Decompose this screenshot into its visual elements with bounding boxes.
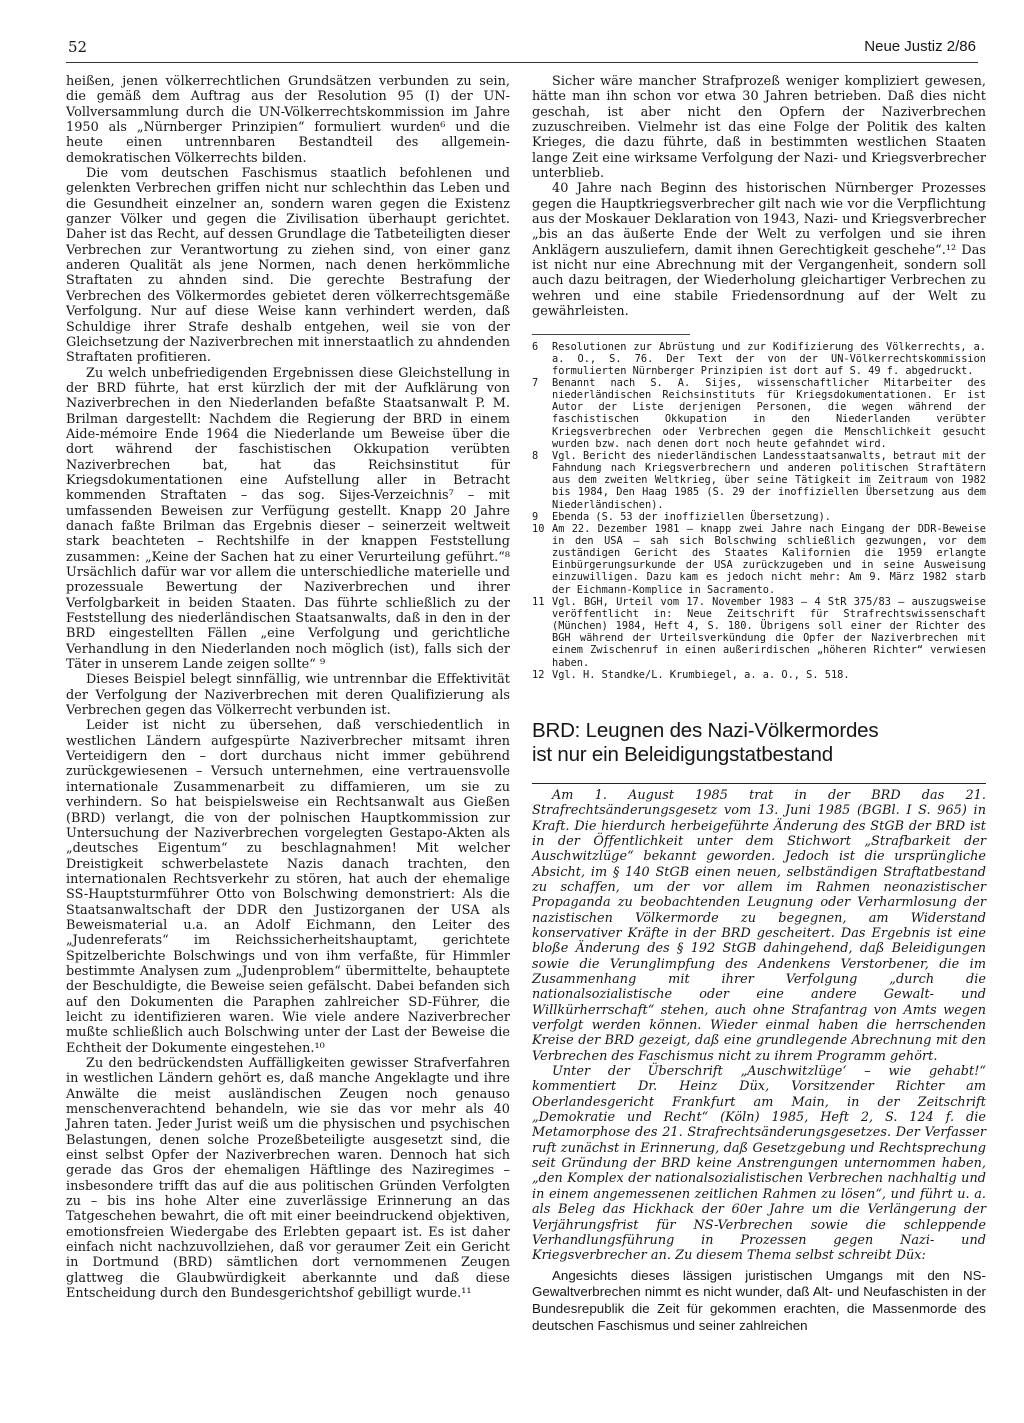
body-paragraph: Zu den bedrückendsten Auffälligkeiten gewisser Strafverfahren in westlichen Ländern gehört es, daß manche Angeklagte und ihre Anwälte die meist ausländischen Zeugen noch genauso menschenverachtend behandeln, wie sie das vor mehr als 40 Jahren taten. Jeder Jurist weiß um die physischen und psychischen Belastungen, denen solche Prozeßbeteiligte ausgesetzt sind, die einst selbst Opfer der Naziverbrechen waren. Dennoch hat sich gerade das Gros der ehemaligen Häftlinge des Naziregimes – insbesondere trifft das auf die aus politischen Gründen Verfolgten zu – bis ins hohe Alter eine zuverlässige Erinnerung an das Tatgeschehen bewahrt, die oft mit einer beeindruckend objektiven, emotionsfreien Wiedergabe des Erlebten gepaart ist. Es ist daher einfach nicht nachzuvollziehen, daß vor geraumer Zeit ein Gericht in Dortmund (BRD) sämtlichen dort vernommenen Zeugen glattweg die Glaubwürdigkeit aberkannte und daß diese Entscheidung durch den Bundesgerichtshof gebilligt wurde.¹¹	[66, 1056, 510, 1302]
footnote-number: 6	[532, 340, 539, 353]
body-paragraph: Sicher wäre mancher Strafprozeß weniger kompliziert gewesen, hätte man ihn schon vor etwa 30 Jahren betrieben. Daß dies nicht geschah, ist aber nicht den Opfern der Naziverbrechen zuzuschreiben. Vielmehr ist das eine Folge der Politik des kalten Krieges, die dazu führte, daß in bestimmten westlichen Staaten lange Zeit eine wirksame Verfolgung der Nazi- und Kriegsverbrecher unterblieb.	[532, 74, 986, 182]
footnote-text: Am 22. Dezember 1981 – knapp zwei Jahre nach Eingang der DDR-Beweise in den USA – sah sich Bolschwing schließlich gezwungen, vor dem zuständigen Gericht des Staates Kalifornien die 1959 erlangte Einbürgerungsurkunde der USA zurückzugeben und in seine Ausweisung einzuwilligen. Dazu kam es jedoch nicht mehr: Am 9. März 1982 starb der Eichmann-Komplice in Sacramento.	[552, 522, 986, 596]
left-column	[66, 74, 510, 1302]
footnote-number: 9	[532, 510, 539, 523]
header-rule	[66, 62, 978, 63]
footnote-text: Resolutionen zur Abrüstung und zur Kodifizierung des Völkerrechts, a. a. O., S. 76. Der Text der von der UN-Völkerrechtskommission formulierten Nürnberger Prinzipien ist dort auf S. 49 f. abgedruckt.	[552, 340, 986, 377]
quote	[532, 1268, 986, 1335]
footnote-rule	[532, 334, 690, 335]
body-paragraph: Dieses Beispiel belegt sinnfällig, wie untrennbar die Effektivität der Verfolgung der Naziverbrechen mit deren Qualifizierung als Verbrechen gegen das Völkerrecht verbunden ist.	[66, 672, 510, 719]
footnote	[532, 450, 986, 511]
lead-paragraph: Am 1. August 1985 trat in der BRD das 21. Strafrechtsänderungsgesetz vom 13. Juni 1985 (BGBl. I S. 965) in Kraft. Die hierdurch herbeigeführte Änderung des StGB der BRD ist in der Öffentlichkeit unter dem Stichwort „Strafbarkeit der Auschwitzlüge“ bekannt geworden. Jedoch ist die ursprüngliche Absicht, im § 140 StGB einen neuen, selbständigen Straftatbestand zu schaffen, um der vor allem im Rahmen neonazistischer Propaganda zu beobachtenden Leugnung oder Verharmlosung der nazistischen Völkermorde zu begegnen, am Widerstand konservativer Kräfte in der BRD gescheitert. Das Ergebnis ist eine bloße Änderung des § 192 StGB dahingehend, daß Beleidigungen sowie die Verunglimpfung des Andenkens Verstorbener, die im Zusammenhang mit ihrer Verfolgung „durch die nationalsozialistische oder eine andere Gewalt- und Willkürherrschaft“ stehen, auch ohne Strafantrag von Amts wegen verfolgt werden können. Wieder einmal haben die herrschenden Kreise der BRD gezeigt, daß eine grundlegende Abrechnung mit den Verbrechen des Faschismus nicht zu ihrem Programm gehört.	[532, 787, 986, 1064]
footnote	[532, 669, 986, 681]
footnote-number: 10	[532, 522, 545, 535]
footnote-text: Ebenda (S. 53 der inoffiziellen Übersetzung).	[552, 510, 831, 523]
footnotes	[532, 341, 986, 681]
footnote-text: Vgl. BGH, Urteil vom 17. November 1983 – 4 StR 375/83 – auszugsweise veröffentlicht in: Neue Zeitschrift für Strafrechtswissenschaft (München) 1984, Heft 4, S. 180. Übrigens soll einer der Richter des BGH während der Urteilsverkündung die Opfer der Naziverbrechen mit einem Zwischenruf in einen außerirdischen „höheren Richter“ verwiesen haben.	[552, 595, 986, 669]
page-number: 52	[68, 38, 88, 56]
footnote-text: Vgl. H. Standke/L. Krumbiegel, a. a. O., S. 518.	[552, 668, 850, 681]
body-paragraph: Die vom deutschen Faschismus staatlich befohlenen und gelenkten Verbrechen griffen nicht nur schlechthin das Leben und die Gesundheit einzelner an, sondern waren gegen die Existenz ganzer Völker und gegen die Zivilisation überhaupt gerichtet. Daher ist das Recht, auf dessen Grundlage die Tatbeteiligten dieser Verbrechen zur Verantwortung zu ziehen sind, von einer ganz anderen Qualität als jene Normen, nach denen herkömmliche Straftaten zu ahnden sind. Die gerechte Bestrafung der Verbrechen des Völkermordes gebietet deren völkerrechtsgemäße Verfolgung. Nur auf diese Weise kann verhindert werden, daß Schuldige ihrer Strafe deshalb entgehen, weil sie von der Gleichsetzung der Naziverbrechen mit innerstaatlich zu ahndenden Straftaten profitieren.	[66, 166, 510, 366]
lead-paragraph: Unter der Überschrift „Auschwitzlüge‘ – wie gehabt!“ kommentiert Dr. Heinz Düx, Vorsitzender Richter am Oberlandesgericht Frankfurt am Main, in der Zeitschrift „Demokratie und Recht“ (Köln) 1985, Heft 2, S. 124 f. die Metamorphose des 21. Strafrechtsänderungsgesetzes. Der Verfasser ruft zunächst in Erinnerung, daß Gesetzgebung und Rechtsprechung seit Gründung der BRD keine Anstrengungen unternommen haben, „den Komplex der nationalsozialistischen Verbrechen nachhaltig und in einem angemessenen zeitlichen Rahmen zu lösen“, und führt u. a. als Beleg das Hickhack der 60er Jahre um die Verlängerung der Verjährungsfrist für NS-Verbrechen sowie die schleppende Verhandlungsführung in Prozessen gegen Nazi- und Kriegsverbrecher an. Zu diesem Thema selbst schreibt Düx:	[532, 1064, 986, 1264]
body-paragraph: heißen, jenen völkerrechtlichen Grundsätzen verbunden zu sein, die gemäß dem Auftrag aus der Resolution 95 (I) der UN-Vollversammlung durch die UN-Völkerrechtskommission im Jahre 1950 als „Nürnberger Prinzipien“ formuliert wurden⁶ und die heute einen untrennbaren Bestandteil des allgemein-demokratischen Völkerrechts bilden.	[66, 74, 510, 166]
body-paragraph: 40 Jahre nach Beginn des historischen Nürnberger Prozesses gegen die Hauptkriegsverbrecher gilt nach wie vor die Verpflichtung aus der Moskauer Deklaration von 1943, Nazi- und Kriegsverbrecher „bis an das äußerte Ende der Welt zu verfolgen und sie ihren Anklägern auszuliefern, damit ihnen Gerechtigkeit geschehe“.¹² Das ist nicht nur eine Abrechnung mit der Vergangenheit, sondern soll auch dazu beitragen, der Wiederholung gleichartiger Verbrechen zu wehren und eine stabile Friedensordnung auf der Welt zu gewährleisten.	[532, 181, 986, 320]
footnote	[532, 511, 986, 523]
section-title	[532, 719, 986, 767]
footnote	[532, 523, 986, 596]
section-title-line: BRD: Leugnen des Nazi-Völkermordes	[532, 718, 879, 742]
quote-paragraph: Angesichts dieses lässigen juristischen Umgangs mit den NS-Gewaltverbrechen nimmt es nicht wunder, daß Alt- und Neufaschisten in der Bundesrepublik die Zeit für gekommen erachten, die Massenmorde des deutschen Faschismus und seiner zahlreichen	[532, 1267, 986, 1333]
footnote-number: 7	[532, 376, 539, 389]
section-title-line: ist nur ein Beleidigungstatbestand	[532, 742, 833, 766]
footnote-text: Vgl. Bericht des niederländischen Landesstaatsanwalts, betraut mit der Fahndung nach Kriegsverbrechern und anderen politischen Straftätern aus dem zweiten Weltkrieg, über seine Tätigkeit im Zeitraum von 1982 bis 1984, Den Haag 1985 (S. 29 der inoffiziellen Übersetzung aus dem Niederländischen).	[552, 449, 986, 511]
body-paragraph: Zu welch unbefriedigenden Ergebnissen diese Gleichstellung in der BRD führte, hat erst kürzlich der mit der Aufklärung von Naziverbrechen in den Niederlanden befaßte Staatsanwalt P. M. Brilman dargestellt: Nachdem die Regierung der BRD in einem Aide-mémoire Ende 1964 die Niederlande um Beweise über die dort während der faschistischen Okkupation verübten Naziverbrechen bat, hat das Reichsinstitut für Kriegsdokumentationen eine Aufstellung aller in Betracht kommenden Straftaten – das sog. Sijes-Verzeichnis⁷ – mit umfassenden Beweisen zur Verfügung gestellt. Knapp 20 Jahre danach faßte Brilman das Ergebnis dieser – seinerzeit weltweit stark beachteten – Rechtshilfe in der knappen Feststellung zusammen: „Keine der Sachen hat zu einer Verurteilung geführt.“⁸ Ursächlich dafür war vor allem die unterschiedliche materielle und prozessuale Bewertung der Naziverbrechen und ihrer Verfolgbarkeit in beiden Staaten. Das führte schließlich zu der Feststellung des niederländischen Staatsanwalts, daß in den in der BRD eingestellten Fällen „eine Verfolgung und gerichtliche Verhandlung in den Niederlanden noch möglich (ist), falls sich der Täter in unserem Lande zeigen sollte“ ⁹	[66, 365, 510, 673]
footnote	[532, 341, 986, 377]
footnote	[532, 596, 986, 669]
body-paragraph: Leider ist nicht zu übersehen, daß verschiedentlich in westlichen Ländern aufgespürte Naziverbrecher mitsamt ihren Verteidigern den – dort durchaus nicht immer gebührend zurückgewiesenen – Versuch unternehmen, eine vertrauensvolle internationale Zusammenarbeit zu diffamieren, um sie zu verhindern. So hat beispielsweise ein Rechtsanwalt aus Gießen (BRD) verlangt, die von der polnischen Hauptkommission zur Untersuchung der Naziverbrechen vorgelegten Gestapo-Akten als „deutsches Eigentum“ zu beschlagnahmen! Mit welcher Dreistigkeit schwerbelastete Nazis danach trachten, den internationalen Rechtsverkehr zu stören, hat auch der ehemalige SS-Hauptsturmführer Otto von Bolschwing demonstriert: Als die Staatsanwaltschaft der DDR den Justizorganen der USA als Beweismaterial u.a. an Adolf Eichmann, den Leiter des „Judenreferats“ im Reichssicherheitshauptamt, gerichtete Spitzelberichte Bolschwings und von ihm verfaßte, für Himmler bestimmte Analysen zum „Judenproblem“ übermittelte, behauptete der Beschuldigte, die Beweise seien gefälscht. Dabei befanden sich auf den Dokumenten die Paraphen zahlreicher SD-Führer, die leicht zu identifizieren waren. Wie viele andere Naziverbrecher mußte schließlich auch Bolschwing unter der Last der Beweise die Echtheit der Dokumente eingestehen.¹⁰	[66, 718, 510, 1056]
footnote-number: 8	[532, 449, 539, 462]
footnote-number: 12	[532, 668, 545, 681]
footnote	[532, 377, 986, 450]
right-column	[532, 74, 986, 1335]
footnote-number: 11	[532, 595, 545, 608]
lead-text	[532, 783, 986, 1264]
journal-issue: Neue Justiz 2/86	[864, 38, 976, 55]
footnote-text: Benannt nach S. A. Sijes, wissenschaftlicher Mitarbeiter des niederländischen Reichsinstituts für Kriegsdokumentationen. Er ist Autor der Liste derjenigen Personen, die wegen während der faschistischen Okkupation in den Niederlanden verübter Kriegsverbrechen oder Verbrechen gegen die Menschlichkeit gesucht wurden bzw. nach denen dort noch heute gefahndet wird.	[552, 376, 986, 450]
